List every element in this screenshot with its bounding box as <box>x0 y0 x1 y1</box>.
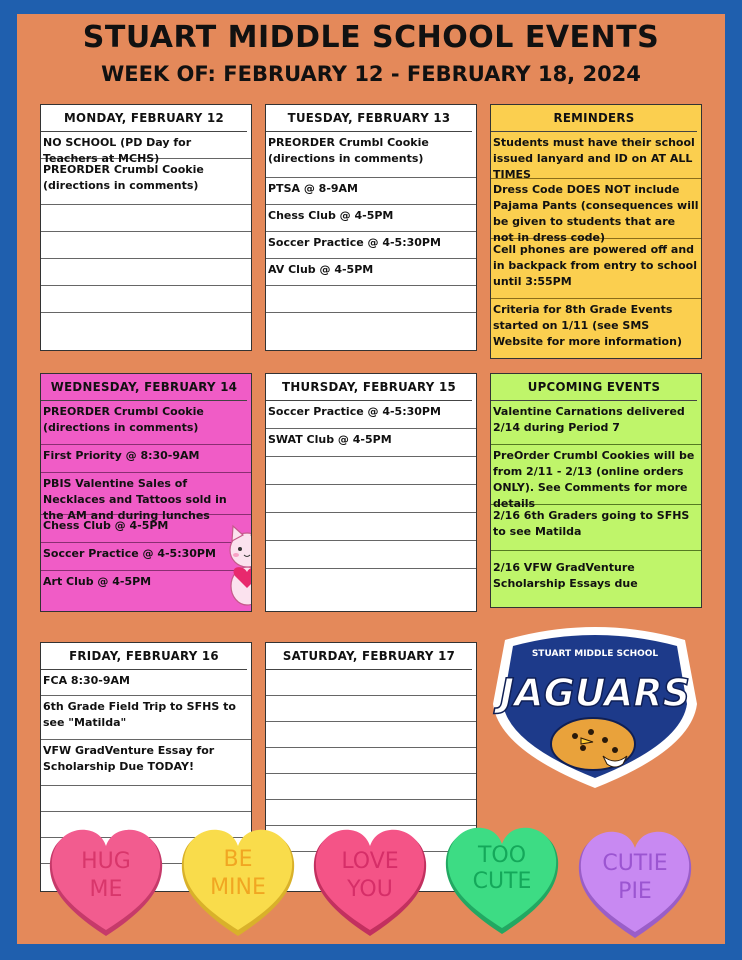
event-text: 6th Grade Field Trip to SFHS to see "Matilda" <box>43 700 236 729</box>
event-row <box>41 132 251 165</box>
candy-text-line2: CUTE <box>472 869 532 894</box>
monday-card <box>40 104 252 351</box>
event-text: VFW GradVenture Essay for Scholarship Due TODAY! <box>43 744 215 773</box>
week-subtitle: WEEK OF: FEBRUARY 12 - FEBRUARY 18, 2024 <box>101 62 641 86</box>
empty-row <box>41 786 251 812</box>
empty-row <box>266 670 476 696</box>
candy-text-line1: CUTIE <box>602 851 668 876</box>
event-row <box>41 473 251 522</box>
wednesday-header: WEDNESDAY, FEBRUARY 14 <box>41 374 247 401</box>
event-text: Chess Club @ 4-5PM <box>268 209 394 222</box>
event-text: PREORDER Crumbl Cookie (directions in comments) <box>268 136 429 165</box>
event-row <box>266 259 476 286</box>
event-row <box>266 178 476 205</box>
empty-row <box>266 541 476 569</box>
candy-text-line1: HUG <box>81 849 131 874</box>
empty-row <box>266 513 476 541</box>
event-row <box>41 401 251 445</box>
upcoming-text: PreOrder Crumbl Cookies will be from 2/11 - 2/13 (online orders ONLY). See Comments for more details <box>493 449 695 510</box>
empty-row <box>266 569 476 612</box>
empty-row <box>266 457 476 485</box>
event-text: Soccer Practice @ 4-5:30PM <box>268 236 441 249</box>
reminder-text: Dress Code DOES NOT include Pajama Pants (consequences will be given to students that are not in dress code) <box>493 183 699 244</box>
logo-mascot-name: JAGUARS <box>500 671 690 715</box>
event-row <box>41 696 251 740</box>
event-text: Chess Club @ 4-5PM <box>43 519 169 532</box>
event-text: FCA 8:30-9AM <box>43 674 130 687</box>
reminder-text: Criteria for 8th Grade Events started on 1/11 (see SMS Website for more information) <box>493 303 682 348</box>
thursday-header: THURSDAY, FEBRUARY 15 <box>266 374 472 401</box>
candy-text-line2: YOU <box>347 877 393 902</box>
reminder-row <box>491 239 701 299</box>
empty-row <box>266 800 476 826</box>
candy-text-line1: BE <box>223 847 253 872</box>
jaguars-logo <box>485 620 705 792</box>
reminders-card <box>490 104 702 359</box>
candy-heart <box>442 826 562 938</box>
event-text: PTSA @ 8-9AM <box>268 182 358 195</box>
event-text: Art Club @ 4-5PM <box>43 575 152 588</box>
event-row <box>41 670 251 696</box>
upcoming-events-card <box>490 373 702 608</box>
candy-text-line2: ME <box>89 877 123 902</box>
upcoming-text: 2/16 6th Graders going to SFHS to see Matilda <box>493 509 690 538</box>
event-text: PBIS Valentine Sales of Necklaces and Tattoos sold in the AM and during lunches <box>43 477 227 522</box>
empty-row <box>41 313 251 351</box>
empty-row <box>266 696 476 722</box>
logo-school-name: STUART MIDDLE SCHOOL <box>531 649 659 659</box>
event-row <box>266 232 476 259</box>
upcoming-text: 2/16 VFW GradVenture Scholarship Essays due <box>493 561 638 590</box>
event-text: SWAT Club @ 4-5PM <box>268 433 392 446</box>
candy-text-line1: LOVE <box>341 849 399 874</box>
candy-heart <box>178 828 298 940</box>
candy-heart <box>310 828 430 940</box>
event-row <box>41 740 251 786</box>
reminders-header: REMINDERS <box>491 105 697 132</box>
candy-text-line2: PIE <box>618 879 652 904</box>
reminder-row <box>491 299 701 359</box>
thursday-card <box>265 373 477 612</box>
event-row <box>266 205 476 232</box>
upcoming-row <box>491 551 701 608</box>
empty-row <box>266 722 476 748</box>
tuesday-card <box>265 104 477 351</box>
event-text: First Priority @ 8:30-9AM <box>43 449 200 462</box>
wednesday-card <box>40 373 252 612</box>
monday-header: MONDAY, FEBRUARY 12 <box>41 105 247 132</box>
page-title: STUART MIDDLE SCHOOL EVENTS <box>82 20 660 55</box>
event-text: PREORDER Crumbl Cookie (directions in comments) <box>43 405 204 434</box>
event-text: NO SCHOOL (PD Day for Teachers at MCHS) <box>43 136 192 165</box>
event-row <box>266 132 476 178</box>
reminder-row <box>491 179 701 244</box>
empty-row <box>266 774 476 800</box>
friday-header: FRIDAY, FEBRUARY 16 <box>41 643 247 670</box>
empty-row <box>266 286 476 313</box>
event-row <box>41 159 251 205</box>
empty-row <box>41 259 251 286</box>
upcoming-text: Valentine Carnations delivered 2/14 during Period 7 <box>493 405 685 434</box>
candy-heart <box>575 830 695 942</box>
event-text: AV Club @ 4-5PM <box>268 263 374 276</box>
saturday-header: SATURDAY, FEBRUARY 17 <box>266 643 472 670</box>
candy-heart <box>46 828 166 940</box>
empty-row <box>266 485 476 513</box>
reminder-text: Cell phones are powered off and in backpack from entry to school until 3:55PM <box>493 243 697 288</box>
candy-text-line1: TOO <box>477 843 527 868</box>
event-row <box>41 445 251 473</box>
upcoming-events-header: UPCOMING EVENTS <box>491 374 697 401</box>
empty-row <box>266 748 476 774</box>
reminder-text: Students must have their school issued lanyard and ID on AT ALL TIMES <box>493 136 695 181</box>
event-text: PREORDER Crumbl Cookie (directions in comments) <box>43 163 204 192</box>
upcoming-row <box>491 445 701 510</box>
tuesday-header: TUESDAY, FEBRUARY 13 <box>266 105 472 132</box>
reminder-row <box>491 132 701 179</box>
event-row <box>266 429 476 457</box>
upcoming-row <box>491 401 701 445</box>
candy-text-line2: MINE <box>210 875 266 900</box>
empty-row <box>41 232 251 259</box>
upcoming-row <box>491 505 701 551</box>
empty-row <box>266 313 476 351</box>
empty-row <box>41 286 251 313</box>
event-text: Soccer Practice @ 4-5:30PM <box>268 405 441 418</box>
cat-heart-illustration <box>219 524 252 610</box>
empty-row <box>41 205 251 232</box>
event-text: Soccer Practice @ 4-5:30PM <box>43 547 216 560</box>
event-row <box>266 401 476 429</box>
